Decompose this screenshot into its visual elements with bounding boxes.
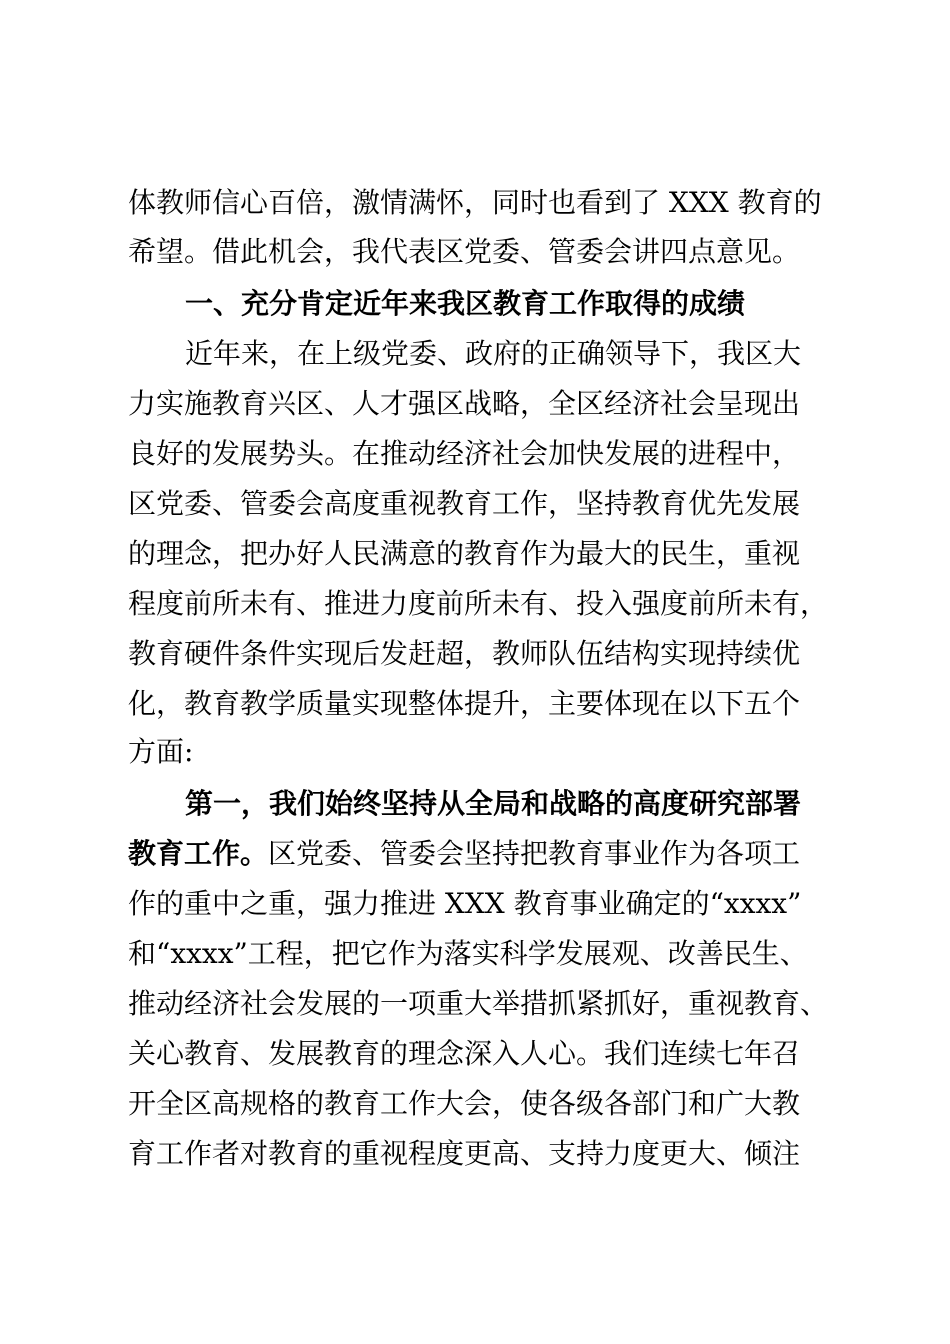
body-line-13: 作的重中之重，强力推进 XXX 教育事业确定的“xxxx”: [128, 887, 802, 920]
body-line-2: 希望。借此机会，我代表区党委、管委会讲四点意见。: [128, 235, 801, 268]
bold-lead-line: 第一，我们始终坚持从全局和战略的高度研究部署: [185, 787, 802, 820]
body-line-15: 推动经济社会发展的一项重大举措抓紧抓好，重视教育、: [128, 987, 829, 1020]
body-line-7: 的理念，把办好人民满意的教育作为最大的民生，重视: [128, 537, 801, 570]
body-line-1: 体教师信心百倍，激情满怀，同时也看到了 XXX 教育的: [128, 186, 822, 219]
body-line-5: 良好的发展势头。在推动经济社会加快发展的进程中，: [128, 437, 801, 470]
mixed-line-rest: 区党委、管委会坚持把教育事业作为各项工: [268, 837, 801, 870]
body-line-11: 方面:: [128, 735, 194, 768]
body-line-10: 化，教育教学质量实现整体提升，主要体现在以下五个: [128, 687, 801, 720]
body-line-16: 关心教育、发展教育的理念深入人心。我们连续七年召: [128, 1037, 801, 1070]
section-heading: 一、充分肯定近年来我区教育工作取得的成绩: [185, 287, 746, 320]
body-line-17: 开全区高规格的教育工作大会，使各级各部门和广大教: [128, 1087, 801, 1120]
body-line-8: 程度前所未有、推进力度前所未有、投入强度前所未有，: [128, 587, 829, 620]
body-line-6: 区党委、管委会高度重视教育工作，坚持教育优先发展: [128, 487, 801, 520]
bold-lead-end: 教育工作。: [128, 837, 269, 870]
mixed-line: [128, 834, 800, 874]
body-line-9: 教育硬件条件实现后发赶超，教师队伍结构实现持续优: [128, 637, 801, 670]
body-line-14: 和“xxxx”工程，把它作为落实科学发展观、改善民生、: [128, 937, 808, 970]
body-line-4: 力实施教育兴区、人才强区战略，全区经济社会呈现出: [128, 387, 801, 420]
body-line-18: 育工作者对教育的重视程度更高、支持力度更大、倾注: [128, 1137, 801, 1170]
body-line-3: 近年来，在上级党委、政府的正确领导下，我区大: [185, 337, 802, 370]
